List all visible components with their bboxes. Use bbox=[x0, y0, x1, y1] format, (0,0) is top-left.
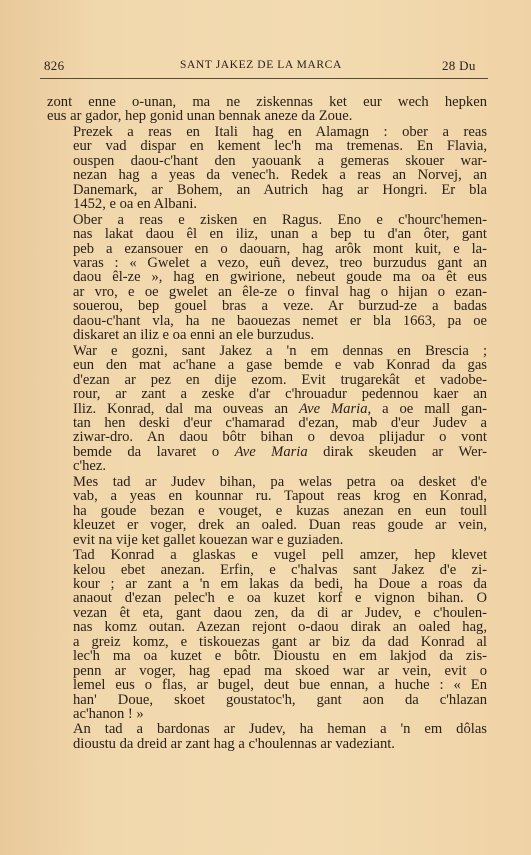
text-line: vezan êt eta, gant daou zen, da di ar Judev, e c'houlen- bbox=[73, 604, 487, 621]
page-number: 826 bbox=[44, 58, 65, 73]
text-line: Ober a reas e zisken en Ragus. Eno e c'hourc'hemen- bbox=[73, 211, 487, 228]
page-header bbox=[38, 58, 490, 78]
paragraph bbox=[47, 213, 487, 343]
text-line: eun den mat ac'hane a gase bemde e vab Konrad da gas bbox=[73, 357, 487, 374]
text-line: ha goude bezan e vouget, e kuzas anezan en eun toull bbox=[73, 502, 487, 519]
text-line: daou-c'hant vla, ha ne baouezas nemet er bla 1663, pa oe bbox=[73, 312, 487, 329]
text-line: souerou, bep gouel bras a veze. Ar burzud-ze a badas bbox=[73, 298, 487, 315]
text-line: ar vro, e oe gwelet an êle-ze o finval hag o hijan o ezan- bbox=[73, 283, 487, 300]
text-line: Tad Konrad a glaskas e vugel pell amzer, hep klevet bbox=[73, 547, 487, 564]
text-line: eus ar gador, hep gonid unan bennak aneze da Zoue. bbox=[47, 108, 353, 125]
text-line: lemel eus o flas, ar bugel, deut bue ennan, a huche : « En bbox=[73, 677, 487, 694]
text-line: anaout d'ezan pelec'h e oa kuzet korf e vignon bihan. O bbox=[73, 590, 487, 607]
paragraph bbox=[47, 548, 487, 721]
text-line: 1452, e oa en Albani. bbox=[73, 196, 198, 213]
text-line: nezan hag a yeas da venec'h. Redek a reas an Norvej, an bbox=[73, 167, 487, 184]
text-line: rour, ar zant a zeske d'ar c'hrouadur pedennou kaer an bbox=[73, 386, 487, 403]
header-right-note: 28 Du bbox=[442, 58, 476, 73]
text-line: kour ; ar zant a 'n em lakas da bedi, ha Doue a roas da bbox=[73, 575, 487, 592]
paragraph bbox=[47, 344, 487, 474]
text-line: c'hez. bbox=[73, 458, 107, 475]
italic-phrase: Ave Maria bbox=[234, 443, 308, 460]
text-line: nas komz outan. Azezan rejont o-daou dirak an oaled hag, bbox=[73, 619, 487, 636]
text-line: evit na vije ket gallet kouezan war e guziaden. bbox=[73, 531, 344, 548]
text-line: Danemark, ar Bohem, an Autrich hag ar Hongri. Er bla bbox=[73, 181, 487, 198]
text-line: zont enne o-unan, ma ne ziskennas ket eur wech hepken bbox=[47, 94, 487, 110]
text-line: eur vad dispar en kement lec'h ma tremenas. En Flavia, bbox=[73, 138, 487, 155]
text-line: kelou ebet anezan. Erfin, e c'halvas sant Jakez d'e zi- bbox=[73, 561, 487, 578]
text-line: ouspen daou-c'hant den yaouank a gemeras skouer war- bbox=[73, 152, 487, 169]
text-line: Iliz. Konrad, dal ma ouveas an Ave Maria, a oe mall gan- bbox=[73, 400, 487, 417]
text-line: daou êl-ze », hag en gwirione, nebeut goude ma oa êt eus bbox=[73, 269, 487, 286]
paragraph bbox=[47, 125, 487, 212]
text-line: peb a ezansouer en o daouarn, hag arôk mont kuit, e la- bbox=[73, 240, 487, 257]
text-line: d'ezan ar pez en dije ezom. Evit trugarekât et vadobe- bbox=[73, 371, 487, 388]
text-line: varas : « Gwelet a vezo, euñ devez, treo burzudus gant an bbox=[73, 254, 487, 271]
body-text bbox=[47, 95, 487, 751]
text-line: lec'h ma oa kuzet e bôtr. Dioustu en em lakjod da zis- bbox=[73, 648, 487, 665]
text-line: War e gozni, sant Jakez a 'n em dennas en Brescia ; bbox=[73, 342, 487, 359]
text-line: Prezek a reas en Itali hag en Alamagn : ober a reas bbox=[73, 123, 487, 140]
header-rule bbox=[40, 78, 488, 79]
text-line: nas lakat daou êl en iliz, unan a bep tu d'an ôter, gant bbox=[73, 226, 487, 243]
text-line: vab, a yeas en kounnar ru. Tapout reas krog en Konrad, bbox=[73, 488, 487, 505]
running-title: SANT JAKEZ DE LA MARCA bbox=[180, 59, 342, 71]
text-line: han' Doue, skoet goustatoc'h, gant aon da c'hlazan bbox=[73, 691, 487, 708]
text-line: ac'hanon ! » bbox=[73, 706, 144, 723]
text-line: An tad a bardonas ar Judev, ha heman a 'n em dôlas bbox=[73, 721, 487, 738]
text-line: a greiz komz, e tiskouezas gant ar biz da dad Konrad al bbox=[73, 633, 487, 650]
text-line: kleuzet er voger, drek an oaled. Duan reas goude ar vein, bbox=[73, 517, 487, 534]
text-line: ziwar-dro. An daou bôtr bihan o devoa plijadur o vont bbox=[73, 429, 487, 446]
italic-phrase: Ave Maria bbox=[299, 400, 368, 417]
text-line: bemde da lavaret o Ave Maria dirak skeuden ar Wer- bbox=[73, 443, 488, 460]
paragraph bbox=[47, 475, 487, 547]
paragraph bbox=[47, 722, 487, 751]
text-line: tan hen deski d'eur c'hamarad d'ezan, mab d'eur Judev a bbox=[73, 414, 487, 431]
text-line: Mes tad ar Judev bihan, pa welas petra oa desket d'e bbox=[73, 473, 487, 490]
text-line: dioustu da dreid ar zant hag a c'houlennas ar vadeziant. bbox=[73, 735, 395, 752]
text-line: diskaret an iliz e oa enni an ele burzudus. bbox=[73, 327, 315, 344]
text-line: penn ar voger, hag epad ma skoed war ar vein, evit o bbox=[73, 662, 487, 679]
paragraph bbox=[47, 95, 487, 124]
